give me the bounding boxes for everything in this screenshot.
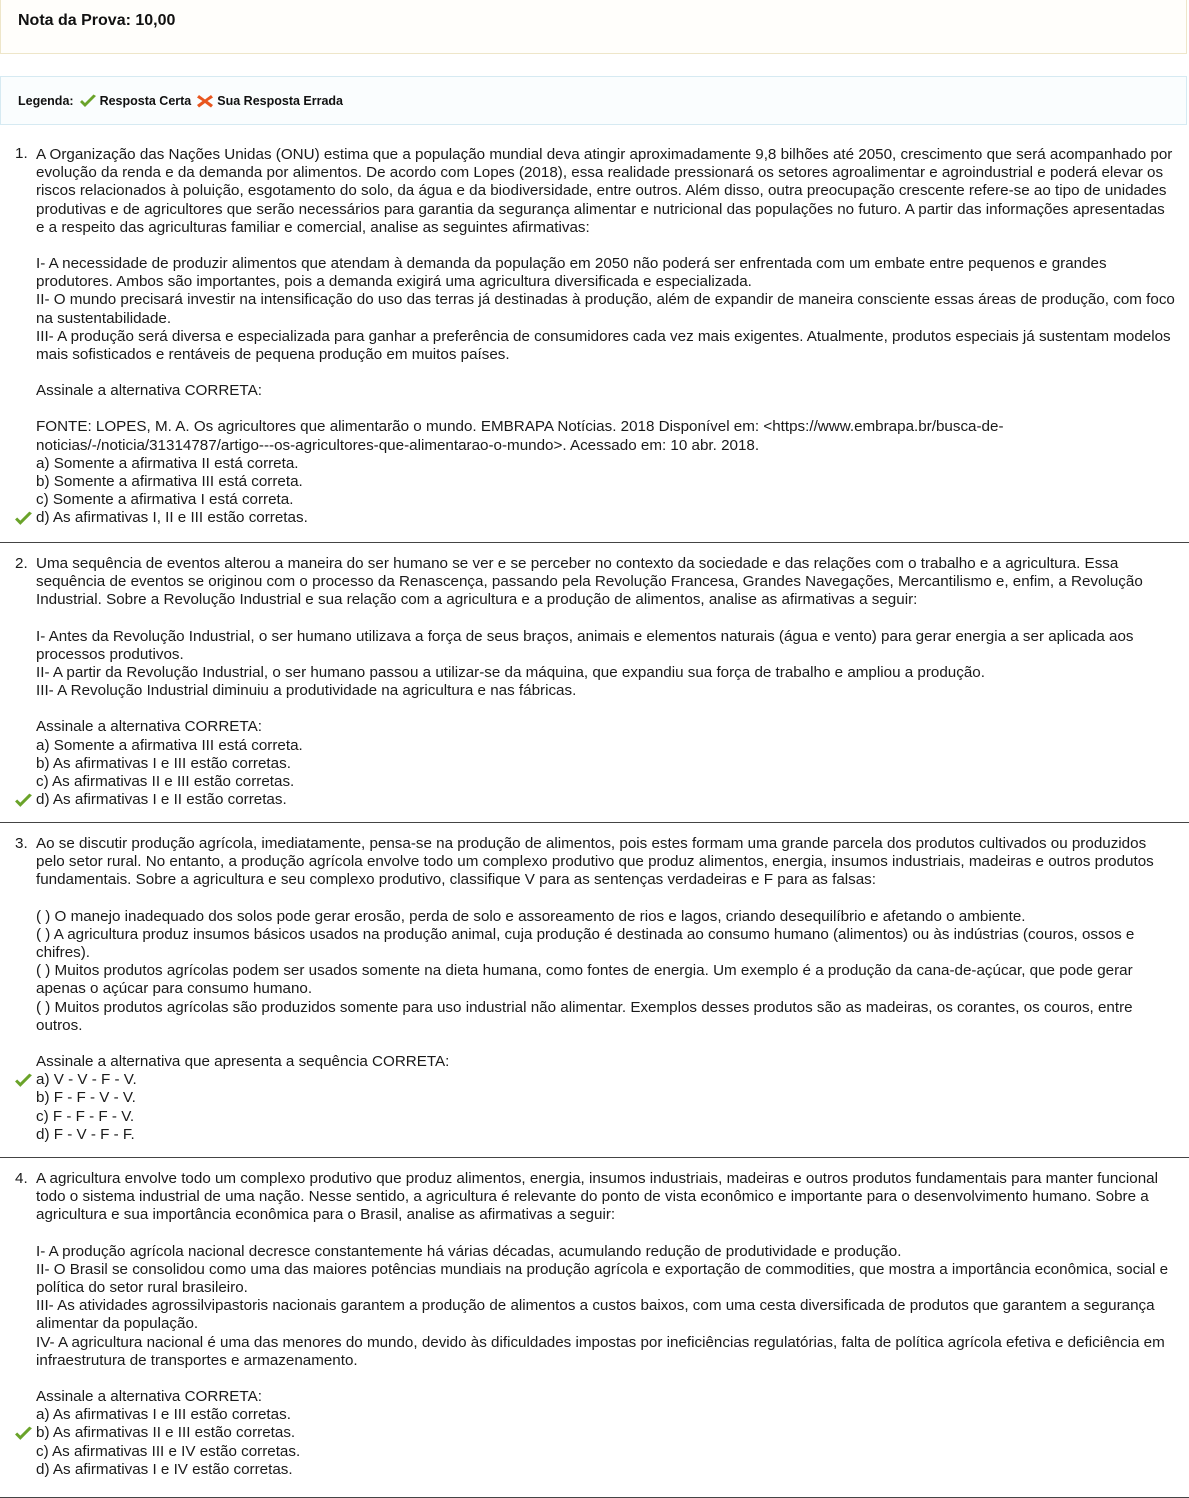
affirmative-2: II- O mundo precisará investir na intensificação do uso das terras já destinadas à produção, além de expandir de maneira consciente essas áreas de produção, com foco na sustentabilidade. bbox=[36, 291, 1175, 327]
question-1 bbox=[0, 145, 1189, 543]
option-a bbox=[36, 1406, 1175, 1424]
option-b bbox=[36, 473, 1175, 491]
legend-wrong-label: Sua Resposta Errada bbox=[217, 94, 344, 108]
option-text: a) As afirmativas I e III estão corretas. bbox=[36, 1406, 291, 1424]
grade-text: Nota da Prova: 10,00 bbox=[18, 12, 176, 29]
sentence-2: ( ) A agricultura produz insumos básicos usados na produção animal, cuja produção é destinada ao consumo humano (alimentos) ou às indústrias (couros, ossos e chifres). bbox=[36, 925, 1135, 962]
grade-panel bbox=[0, 0, 1187, 54]
question-statement: Ao se discutir produção agrícola, imediatamente, pensa-se na produção de alimentos, pois estes formam uma grande parcela dos produtos cultivados ou produzidos pelo setor rural. No entanto, a produção agrícola envolve todo um complexo produtivo que produz alimentos, energia, insumos industriais, madeiras e outros produtos fundamentais. Sobre a agricultura e seu complexo produtivo, classifique V para as sentenças verdadeiras e F para as falsas: bbox=[36, 835, 1154, 889]
option-text: c) As afirmativas III e IV estão corretas. bbox=[36, 1442, 301, 1460]
question-statement: A agricultura envolve todo um complexo produtivo que produz alimentos, energia, insumos industriais, madeiras e outros produtos fundamentais para manter funcional todo o sistema industrial de uma nação. Nesse sentido, a agricultura é relevante do ponto de vista econômico e importante para o desenvolvimento humano. Sobre a agricultura e sua importância econômica para o Brasil, analise as afirmativas a seguir: bbox=[36, 1170, 1158, 1224]
affirmative-1: I- A necessidade de produzir alimentos que atendam à demanda da população em 2050 não poderá ser enfrentada com um embate entre pequenos e grandes produtores. Ambos são importantes, pois a demanda exigirá uma agricultura diversificada e especializada. bbox=[36, 255, 1107, 291]
affirmative-1: I- A produção agrícola nacional decresce constantemente há várias décadas, acumulando redução de produtividade e produção. bbox=[36, 1242, 902, 1260]
option-b bbox=[36, 1424, 1175, 1442]
question-instruction: Assinale a alternativa CORRETA: bbox=[36, 1388, 262, 1406]
option-text: d) As afirmativas I e IV estão corretas. bbox=[36, 1460, 293, 1478]
option-a bbox=[36, 1071, 1175, 1089]
check-icon bbox=[14, 511, 33, 526]
check-icon bbox=[79, 94, 97, 108]
legend-panel bbox=[0, 76, 1187, 125]
question-instruction: Assinale a alternativa que apresenta a sequência CORRETA: bbox=[36, 1053, 450, 1071]
question-4 bbox=[0, 1158, 1189, 1498]
sentence-1: ( ) O manejo inadequado dos solos pode gerar erosão, perda de solo e assoreamento de rios e lagos, criando desequilíbrio e afetando o ambiente. bbox=[36, 907, 1026, 925]
option-d bbox=[36, 509, 1175, 527]
option-b bbox=[36, 1089, 1175, 1107]
question-number: 4. bbox=[15, 1170, 28, 1187]
affirmative-1: I- Antes da Revolução Industrial, o ser humano utilizava a força de seus braços, animais e elementos naturais (água e vento) para gerar energia a ser aplicada aos processos produtivos. bbox=[36, 627, 1134, 663]
question-instruction: Assinale a alternativa CORRETA: bbox=[36, 718, 262, 736]
option-text: b) Somente a afirmativa III está correta. bbox=[36, 473, 303, 491]
sentence-4: ( ) Muitos produtos agrícolas são produzidos somente para uso industrial não alimentar. Exemplos desses produtos são as madeiras, os corantes, os couros, entre outros. bbox=[36, 998, 1133, 1034]
question-instruction: Assinale a alternativa CORRETA: bbox=[36, 382, 262, 400]
question-source: FONTE: LOPES, M. A. Os agricultores que alimentarão o mundo. EMBRAPA Notícias. 2018 Disponível em: <https://www.embrapa.br/busca-de-noticias/-/noticia/31314787/artigo---os-agricultores-que-alimentarao-o-mundo>. Acessado em: 10 abr. 2018. bbox=[36, 418, 1004, 454]
affirmative-4: IV- A agricultura nacional é uma das menores do mundo, devido às dificuldades impostas por ineficiências regulatórias, falta de política agrícola efetiva e deficiência em infraestrutura de transportes e armazenamento. bbox=[36, 1333, 1165, 1369]
option-text: a) Somente a afirmativa III está correta. bbox=[36, 736, 303, 754]
legend-correct-label: Resposta Certa bbox=[99, 94, 192, 108]
option-d bbox=[36, 1126, 1175, 1144]
affirmative-2: II- O Brasil se consolidou como uma das maiores potências mundiais na produção agrícola e exportação de commodities, que mostra a importância econômica, social e política do setor rural brasileiro. bbox=[36, 1260, 1169, 1297]
question-list bbox=[0, 145, 1189, 1498]
affirmative-3: III- A Revolução Industrial diminuiu a produtividade na agricultura e nas fábricas. bbox=[36, 682, 577, 700]
check-icon bbox=[14, 1073, 33, 1088]
option-text: c) Somente a afirmativa I está correta. bbox=[36, 491, 294, 509]
affirmative-3: III- As atividades agrossilvipastoris nacionais garantem a produção de alimentos a custos baixos, com uma cesta diversificada de produtos que garantem a segurança alimentar da população. bbox=[36, 1297, 1155, 1333]
legend bbox=[18, 94, 343, 108]
option-c bbox=[36, 1443, 1175, 1461]
option-d bbox=[36, 791, 1175, 809]
option-text: b) As afirmativas II e III estão corretas. bbox=[36, 1424, 296, 1442]
question-number: 3. bbox=[15, 835, 28, 852]
option-text: d) As afirmativas I, II e III estão corretas. bbox=[36, 509, 308, 527]
option-text: a) V - V - F - V. bbox=[36, 1071, 137, 1089]
check-icon bbox=[14, 1426, 33, 1441]
option-text: d) As afirmativas I e II estão corretas. bbox=[36, 791, 287, 809]
option-b bbox=[36, 755, 1175, 773]
option-text: b) F - F - V - V. bbox=[36, 1089, 136, 1107]
affirmative-3: III- A produção será diversa e especializada para ganhar a preferência de consumidores cada vez mais exigentes. Atualmente, produtos especiais já sustentam modelos mais sofisticados e rentáveis de pequena produção em muitos países. bbox=[36, 327, 1171, 364]
option-d bbox=[36, 1461, 1175, 1479]
option-text: c) As afirmativas II e III estão corretas. bbox=[36, 773, 295, 791]
option-text: b) As afirmativas I e III estão corretas. bbox=[36, 754, 291, 772]
option-a bbox=[36, 455, 1175, 473]
option-text: a) Somente a afirmativa II está correta. bbox=[36, 454, 299, 472]
question-statement: A Organização das Nações Unidas (ONU) estima que a população mundial deva atingir aproximadamente 9,8 bilhões até 2050, crescimento que será acompanhado por evolução da renda e da demanda por alimentos. De acordo com Lopes (2018), essa realidade pressionará os setores agroalimentar e agroindustrial e poderá elevar os riscos relacionados à poluição, esgotamento do solo, da água e da biodiversidade, entre outros. Além disso, outra preocupação crescente refere-se ao tipo de unidades produtivas e de agricultores que serão necessários para garantia da segurança alimentar e nutricional das populações no futuro. A partir das informações apresentadas e a respeito das agriculturas familiar e comercial, analise as seguintes afirmativas: bbox=[36, 146, 1173, 236]
cross-icon bbox=[196, 94, 214, 108]
option-c bbox=[36, 491, 1175, 509]
question-3 bbox=[0, 823, 1189, 1158]
legend-label: Legenda: bbox=[18, 94, 74, 108]
option-c bbox=[36, 773, 1175, 791]
option-text: c) F - F - F - V. bbox=[36, 1107, 135, 1125]
affirmative-2: II- A partir da Revolução Industrial, o ser humano passou a utilizar-se da máquina, que expandiu sua força de trabalho e ampliou a produção. bbox=[36, 664, 985, 682]
option-text: d) F - V - F - F. bbox=[36, 1125, 135, 1143]
check-icon bbox=[14, 793, 33, 808]
option-a bbox=[36, 737, 1175, 755]
question-number: 1. bbox=[15, 145, 28, 162]
question-2 bbox=[0, 543, 1189, 823]
question-statement: Uma sequência de eventos alterou a maneira do ser humano se ver e se perceber no contexto da sociedade e das relações com o trabalho e a agricultura. Essa sequência de eventos se originou com o processo da Renascença, passando pela Revolução Francesa, Grandes Navegações, Mercantilismo e, enfim, a Revolução Industrial. Sobre a Revolução Industrial e sua relação com a agricultura e a produção de alimentos, analise as afirmativas a seguir: bbox=[36, 555, 1143, 609]
question-number: 2. bbox=[15, 555, 28, 572]
sentence-3: ( ) Muitos produtos agrícolas podem ser usados somente na dieta humana, como fontes de energia. Um exemplo é a produção da cana-de-açúcar, que pode gerar apenas o açúcar para consumo humano. bbox=[36, 962, 1133, 998]
option-c bbox=[36, 1108, 1175, 1126]
